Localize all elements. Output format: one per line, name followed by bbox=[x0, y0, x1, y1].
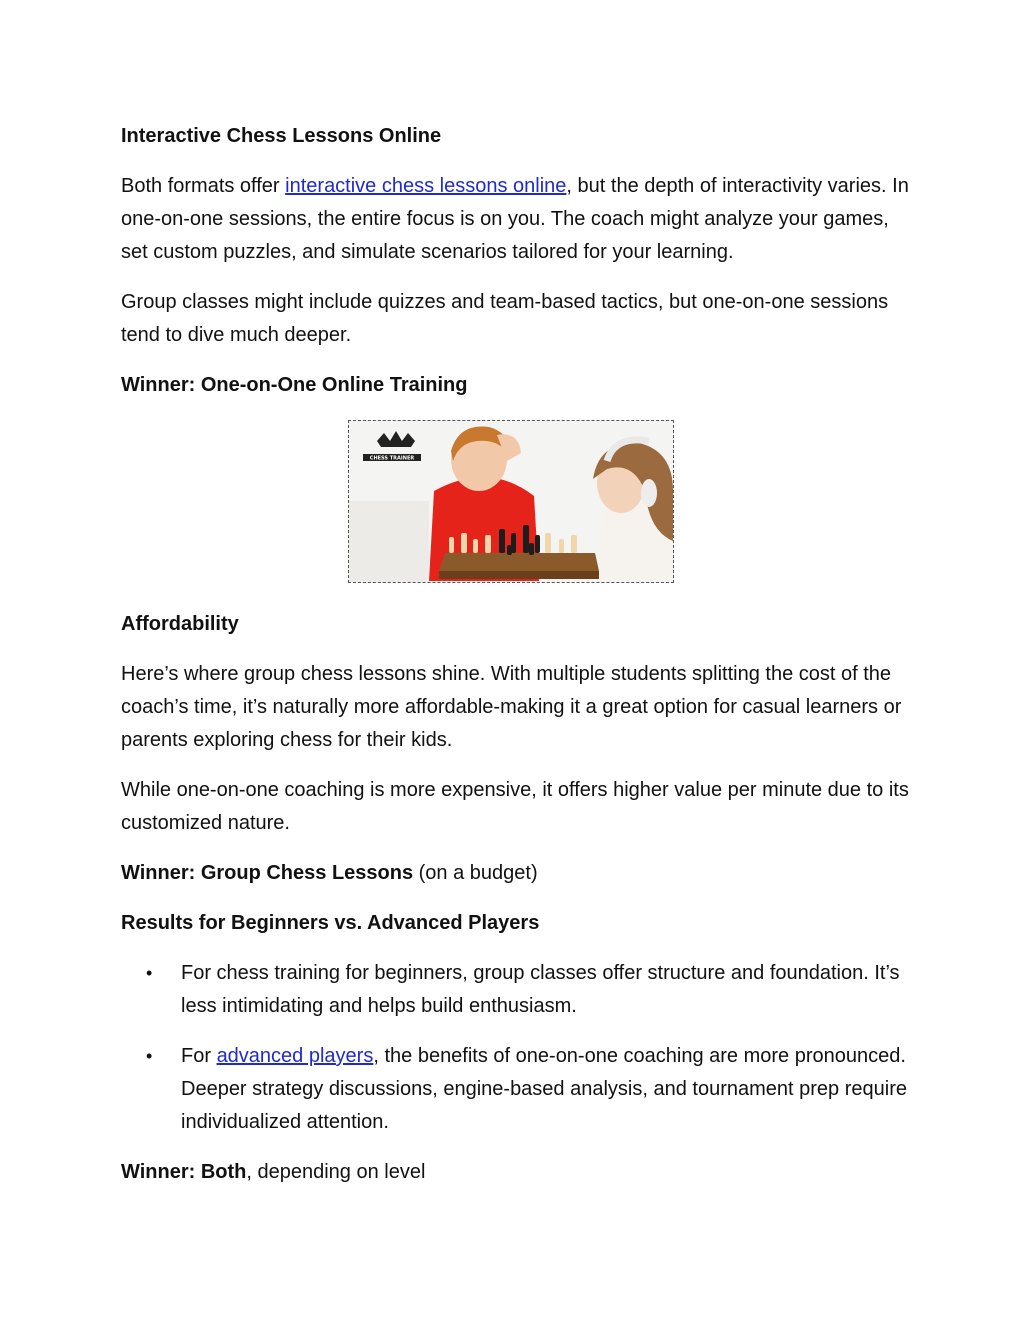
paragraph-text: , but the depth of interactivity varies. In one-on-one sessions, the entire focus is on you. The coach might analyze your games, set custom puzzles, and simulate scenarios tailored for your learning. bbox=[121, 175, 909, 263]
section-heading-results: Results for Beginners vs. Advanced Players bbox=[121, 912, 540, 934]
winner-label: Winner: Both bbox=[121, 1161, 247, 1183]
photo-container bbox=[121, 417, 911, 593]
paragraph-interactive-formats bbox=[121, 170, 911, 269]
bullet-text-advanced: , the benefits of one-on-one coaching are more pronounced. Deeper strategy discussions, engine-based analysis, and tournament prep require individualized attention. bbox=[181, 1045, 907, 1133]
bullet-text-prefix: For bbox=[181, 1045, 217, 1067]
winner-both bbox=[121, 1156, 911, 1189]
bullet-dot-icon: • bbox=[146, 1046, 153, 1066]
paragraph-one-on-one-value: While one-on-one coaching is more expensive, it offers higher value per minute due to its customized nature. bbox=[121, 779, 909, 834]
chess-photo-illustration bbox=[349, 421, 673, 582]
bullet-dot-icon: • bbox=[146, 963, 153, 983]
paragraph-group-classes: Group classes might include quizzes and team-based tactics, but one-on-one sessions tend to dive much deeper. bbox=[121, 291, 889, 346]
winner-note: (on a budget) bbox=[413, 862, 538, 884]
winner-note: , depending on level bbox=[246, 1161, 426, 1183]
document-page bbox=[121, 120, 911, 1189]
interactive-chess-lessons-link[interactable]: interactive chess lessons online bbox=[285, 175, 567, 197]
results-bullet-list bbox=[121, 957, 911, 1139]
section-heading-interactive: Interactive Chess Lessons Online bbox=[121, 125, 442, 147]
section-heading-affordability: Affordability bbox=[121, 613, 239, 635]
bullet-text-beginners: For chess training for beginners, group classes offer structure and foundation. It’s less intimidating and helps build enthusiasm. bbox=[181, 962, 900, 1017]
logo-text: CHESS TRAINER bbox=[369, 455, 415, 462]
paragraph-group-affordable: Here’s where group chess lessons shine. With multiple students splitting the cost of the coach’s time, it’s naturally more affordable-making it a great option for casual learners or parents exploring chess for their kids. bbox=[121, 663, 902, 751]
winner-one-on-one: Winner: One-on-One Online Training bbox=[121, 374, 468, 396]
kids-playing-chess-photo bbox=[348, 420, 674, 583]
winner-group-lessons bbox=[121, 857, 911, 890]
girl-figure bbox=[593, 440, 673, 582]
advanced-players-link[interactable]: advanced players bbox=[216, 1045, 374, 1067]
list-item bbox=[121, 957, 911, 1023]
paragraph-text: Both formats offer bbox=[121, 175, 286, 197]
list-item bbox=[121, 1040, 911, 1139]
winner-label: Winner: Group Chess Lessons bbox=[121, 862, 414, 884]
